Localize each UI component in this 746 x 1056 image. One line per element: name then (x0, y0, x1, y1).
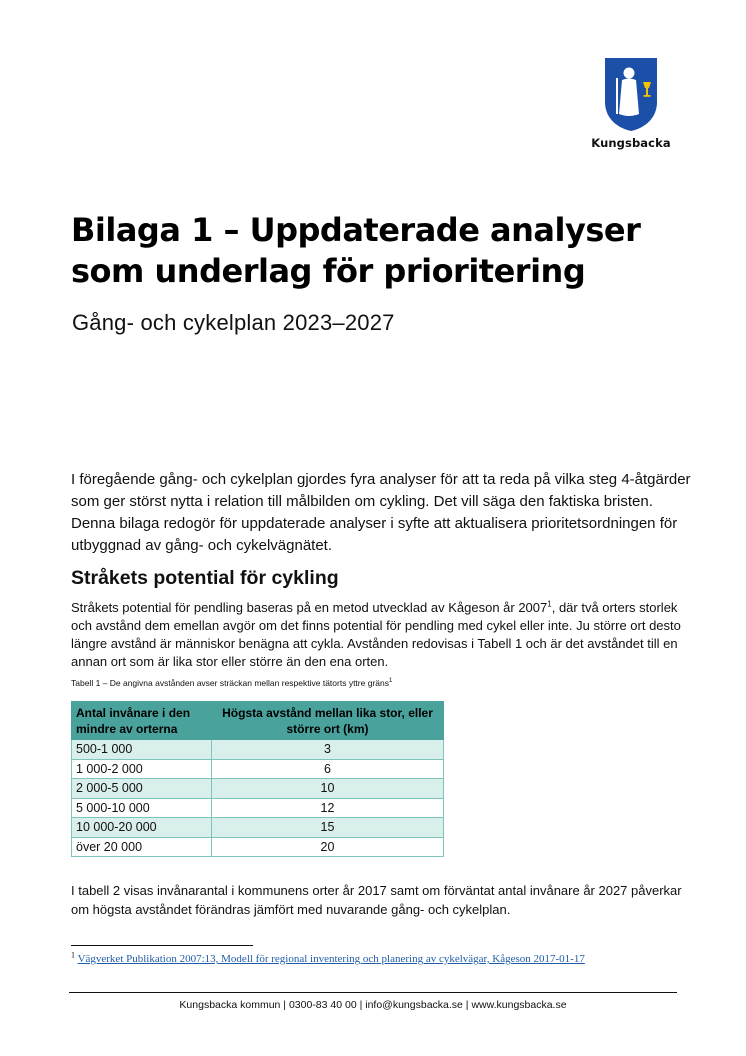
logo-wordmark: Kungsbacka (591, 136, 671, 150)
document-title: Bilaga 1 – Uppdaterade analyser som underlag för prioritering (71, 211, 641, 290)
footnote-marker: 1 (71, 950, 75, 960)
table-row (72, 798, 444, 818)
distance-cell: 10 (212, 779, 444, 799)
footnote-divider (71, 945, 253, 946)
table-row (72, 837, 444, 857)
footnote (71, 950, 585, 965)
table-row (72, 818, 444, 838)
population-cell: över 20 000 (72, 837, 212, 857)
population-cell: 10 000-20 000 (72, 818, 212, 838)
distance-cell: 20 (212, 837, 444, 857)
population-cell: 5 000-10 000 (72, 798, 212, 818)
distance-cell: 15 (212, 818, 444, 838)
table2-paragraph: I tabell 2 visas invånarantal i kommunens orter år 2017 samt om förväntat antal invånare år 2027 påverkar om högsta avståndet förändras jämfört med nuvarande gång- och cykelplan. (71, 883, 682, 917)
population-cell: 1 000-2 000 (72, 759, 212, 779)
distance-cell: 12 (212, 798, 444, 818)
page-footer: Kungsbacka kommun | 0300-83 40 00 | info@kungsbacka.se | www.kungsbacka.se (179, 999, 567, 1011)
table-header-row (72, 702, 444, 740)
caption-footnote-reference: 1 (388, 678, 393, 685)
section-body (71, 599, 691, 671)
table-row (72, 779, 444, 799)
distance-cell: 6 (212, 759, 444, 779)
table-row (72, 740, 444, 760)
distance-cell: 3 (212, 740, 444, 760)
footnote-reference: 1 (547, 599, 552, 609)
table-caption (71, 678, 392, 688)
population-cell: 500-1 000 (72, 740, 212, 760)
intro-paragraph: I föregående gång- och cykelplan gjordes fyra analyser för att ta reda på vilka steg 4-åtgärder som ger störst nytta i relation till målbilden om cykling. Det vill säga den faktiska bristen. Denna bilaga redogör för uppdaterade analyser i syfte att aktualisera prioritetsordningen för utbyggnad av gång- och cykelvägnätet. (71, 471, 691, 554)
distance-table (71, 701, 444, 857)
table-row (72, 759, 444, 779)
population-cell: 2 000-5 000 (72, 779, 212, 799)
header-max-distance: Högsta avstånd mellan lika stor, eller större ort (km) (212, 702, 444, 740)
kungsbacka-logo (589, 56, 673, 156)
coat-of-arms-icon (603, 56, 659, 132)
footnote-link[interactable]: Vägverket Publikation 2007:13, Modell för regional inventering och planering av cykelvägar, Kågeson 2017-01-17 (77, 953, 585, 965)
header-population: Antal invånare i den mindre av orterna (72, 702, 212, 740)
footer-divider (69, 992, 677, 993)
section-heading: Stråkets potential för cykling (71, 567, 339, 589)
section-body-part-b: , där två orters storlek och avstånd dem emellan avgör om det finns potential för pendling med cykel eller inte. Ju större ort desto längre avstånd är människor benägna att cykla. Avstånden redovisas i Tabell 1 och är det avståndet till en annan ort som är lika stor eller större än den ena orten. (71, 600, 681, 669)
document-subtitle: Gång- och cykelplan 2023–2027 (72, 310, 395, 335)
section-body-part-a: Stråkets potential för pendling baseras på en metod utvecklad av Kågeson år 2007 (71, 600, 548, 615)
table-caption-text: Tabell 1 – De angivna avstånden avser sträckan mellan respektive tätorts yttre gräns (71, 678, 389, 688)
